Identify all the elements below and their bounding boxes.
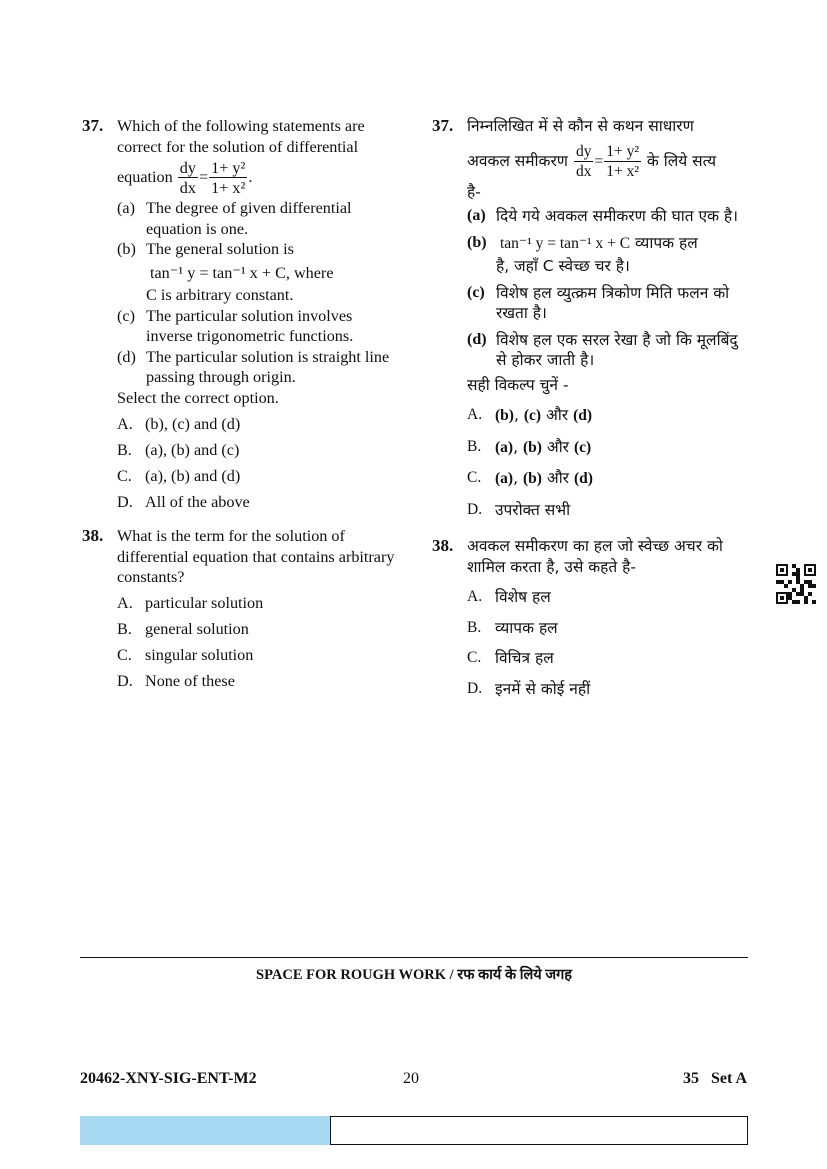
question-number: 38. (432, 536, 454, 555)
option-c[interactable]: C. (a), (b) और (d) (467, 469, 593, 487)
divider-line (80, 957, 748, 958)
question-text: निम्नलिखित में से कौन से कथन साधारण (467, 117, 694, 135)
option-d[interactable]: D. उपरोक्त सभी (467, 500, 571, 519)
option-a[interactable]: A. particular solution (117, 594, 264, 612)
statement-b: (b) tan⁻¹ y = tan⁻¹ x + C व्यापक हल है, जहाँ C स्वेच्छ चर है। (467, 233, 698, 275)
rough-work-label: SPACE FOR ROUGH WORK / रफ कार्य के लिये जगह (256, 967, 572, 983)
statement-d: (d) विशेष हल एक सरल रेखा है जो कि मूलबिंदु से होकर जाती है। (467, 330, 738, 369)
fraction-rhs: $\frac{\text{1+ y²}}{\text{1+ x²}}$ (606, 142, 639, 180)
option-b[interactable]: B. general solution (117, 620, 249, 638)
option-c[interactable]: C. विचित्र हल (467, 649, 554, 667)
option-a[interactable]: A. (b), (c) और (d) (467, 406, 593, 424)
option-d[interactable]: D. None of these (117, 672, 235, 690)
option-b[interactable]: B. (a), (b) और (c) (467, 437, 592, 456)
question-37-en (82, 116, 400, 512)
statement-d: (d) The particular solution is straight line passing through origin. (117, 347, 390, 386)
qr-code-icon (776, 564, 816, 604)
question-number: 37. (432, 116, 454, 135)
statement-b: (b) The general solution is tan⁻¹ y = tan⁻¹ x + C, where C is arbitrary constant. (117, 240, 334, 304)
option-a[interactable]: A. (b), (c) and (d) (117, 414, 241, 433)
footer-color-bar (80, 1116, 330, 1145)
option-c[interactable]: C. (a), (b) and (d) (117, 466, 241, 485)
question-38-hi (432, 536, 752, 699)
page-number: 20 (403, 1070, 419, 1087)
footer-box (330, 1116, 748, 1145)
fraction-rhs: $\frac{\text{1+ y²}}{\text{1+ x²}}$ (211, 159, 246, 197)
select-instruction: सही विकल्प चुनें - (467, 375, 569, 394)
question-text: अवकल समीकरण का हल जो स्वेच्छ अचर को शामिल करता है, उसे कहते है- (467, 537, 723, 576)
question-text: What is the term for the solution of differential equation that contains arbitrary constants? (117, 527, 395, 586)
statement-a: (a) दिये गये अवकल समीकरण की घात एक है। (467, 207, 739, 225)
option-a[interactable]: A. विशेष हल (467, 588, 551, 606)
option-d[interactable]: D. इनमें से कोई नहीं (467, 679, 591, 698)
statement-c: (c) The particular solution involves inverse trigonometric functions. (117, 306, 354, 345)
hindi-column (432, 116, 752, 699)
set-label: 35 Set A (683, 1070, 747, 1087)
statement-c: (c) विशेष हल व्युत्क्रम त्रिकोण मिति फलन को रखता है। (467, 283, 730, 322)
option-c[interactable]: C. singular solution (117, 646, 254, 664)
fraction-dy-dx: $\frac{dy}{dx}$ (179, 159, 196, 197)
fraction-dy-dx: $\frac{dy}{dx}$ (575, 142, 592, 180)
question-number: 37. (82, 116, 104, 135)
question-38-en (82, 526, 400, 692)
equation-line: अवकल समीकरण $\frac{dy}{dx}$ = $\frac{\text{1+ y²}}{\text{1+ x²}}$ के लिये सत्य (467, 142, 717, 180)
statement-a: (a) The degree of given differential equation is one. (117, 199, 352, 238)
equation-line: equation $\frac{dy}{dx}$ = $\frac{\text{1+ y²}}{\text{1+ x²}}$ . (117, 159, 253, 197)
option-d[interactable]: D. All of the above (117, 492, 250, 511)
select-instruction: Select the correct option. (117, 388, 279, 407)
question-number: 38. (82, 526, 104, 545)
option-b[interactable]: B. (a), (b) and (c) (117, 440, 240, 459)
option-b[interactable]: B. व्यापक हल (467, 618, 558, 637)
english-column (82, 116, 400, 692)
paper-code: 20462-XNY-SIG-ENT-M2 (80, 1070, 257, 1087)
question-text: Which of the following statements are correct for the solution of differential (117, 117, 365, 156)
question-37-hi: 37. निम्नलिखित में से कौन से कथन साधारण अवकल समीकरण $\frac{dy}{dx}$ = $\frac{\text{1+ y²}}{\text{1+ x²}}$ के लिये सत्य है- (a) दिये गये अवकल समीकरण की घात एक है। (b) tan⁻¹ y = tan⁻¹ x + C व्यापक हल है, जहाँ C स्वेच्छ चर है। (c) विशेष हल व्युत्क्रम त्रिकोण मिति फलन को रखता है। (d) विशेष हल एक सरल रेखा है जो कि मूलबिंदु से होकर जाती है। सही विकल्प चुनें - A. (b), (c) और (d) B. (a), (b) और (c) C. (a), (b) और (d) D. उपरोक्त सभी (432, 116, 752, 520)
